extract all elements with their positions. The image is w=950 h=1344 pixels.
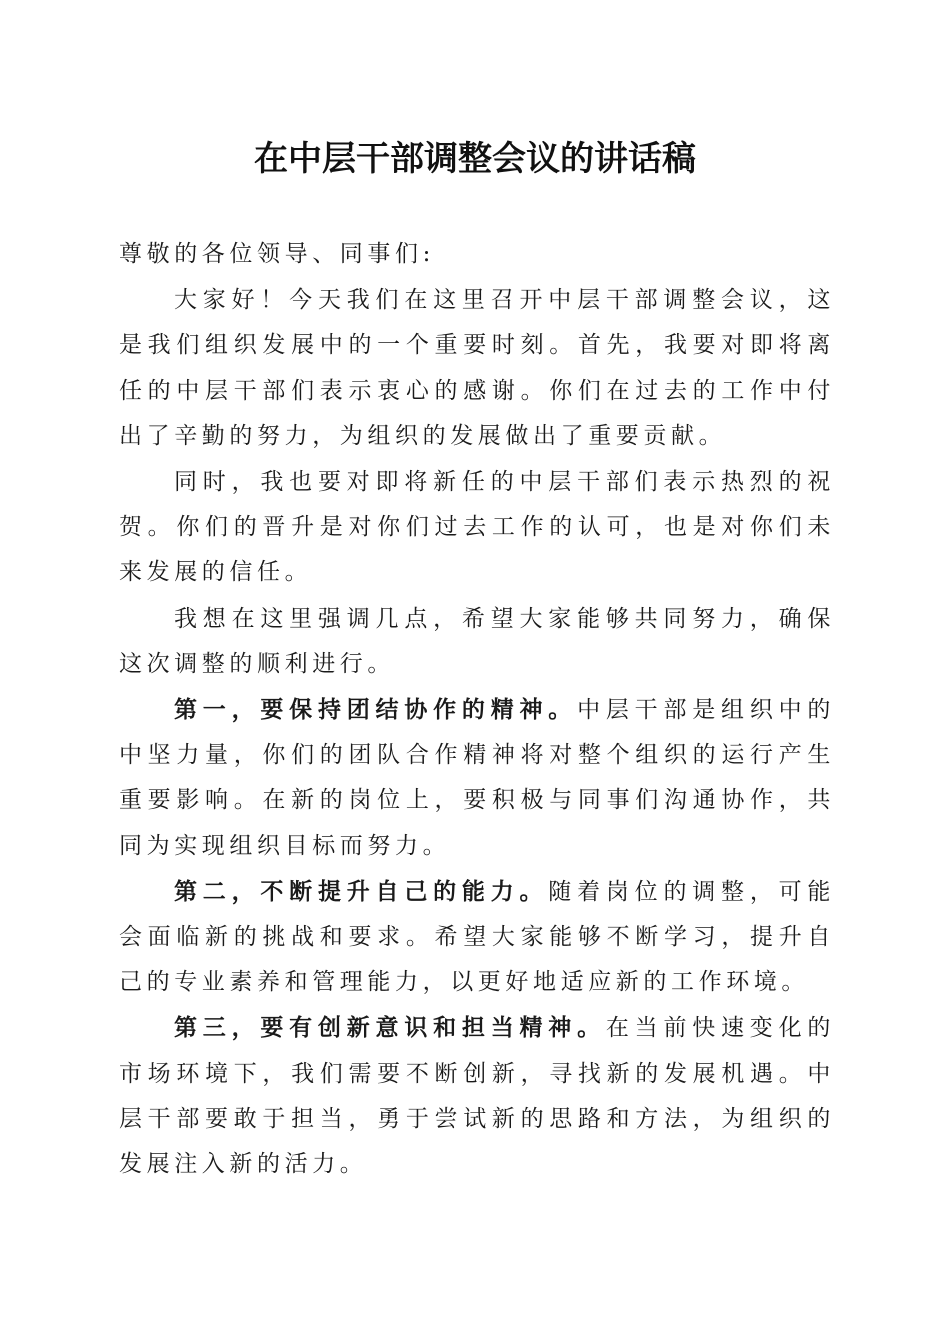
salutation: 尊敬的各位领导、同事们: [119, 241, 435, 267]
paragraph-text: 在当前快速变化的市场环境下，我们需要不断创新，寻找新的发展机遇。中层干部要敢于担当，勇于尝试新的思路和方法，为组织的发展注入新的活力。 [119, 1015, 835, 1178]
document-body [119, 232, 835, 1187]
paragraph-lead: 第三，要有创新意识和担当精神。 [174, 1014, 606, 1042]
paragraph-lead: 第一，要保持团结协作的精神。 [174, 696, 578, 724]
document-title: 在中层干部调整会议的讲话稿 [254, 139, 696, 179]
paragraph-text: 大家好！今天我们在这里召开中层干部调整会议，这是我们组织发展中的一个重要时刻。首先，我要对即将离任的中层干部们表示衷心的感谢。你们在过去的工作中付出了辛勤的努力，为组织的发展做出了重要贡献。 [119, 287, 835, 449]
paragraph-lead: 第二，不断提升自己的能力。 [174, 877, 549, 905]
paragraph-congratulations [119, 459, 835, 596]
paragraph-point-three [119, 1005, 835, 1187]
paragraph-text: 同时，我也要对即将新任的中层干部们表示热烈的祝贺。你们的晋升是对你们过去工作的认可，也是对你们未来发展的信任。 [119, 469, 835, 586]
paragraph-text: 我想在这里强调几点，希望大家能够共同努力，确保这次调整的顺利进行。 [119, 605, 835, 677]
paragraph-text: 中层干部是组织中的中坚力量，你们的团队合作精神将对整个组织的运行产生重要影响。在新的岗位上，要积极与同事们沟通协作，共同为实现组织目标而努力。 [119, 697, 836, 859]
paragraph-point-one [119, 687, 835, 869]
paragraph-emphasis [119, 596, 835, 687]
paragraph-greeting [119, 277, 835, 459]
paragraph-text: 随着岗位的调整，可能会面临新的挑战和要求。希望大家能够不断学习，提升自己的专业素养和管理能力，以更好地适应新的工作环境。 [119, 878, 835, 996]
paragraph-point-two [119, 869, 835, 1006]
